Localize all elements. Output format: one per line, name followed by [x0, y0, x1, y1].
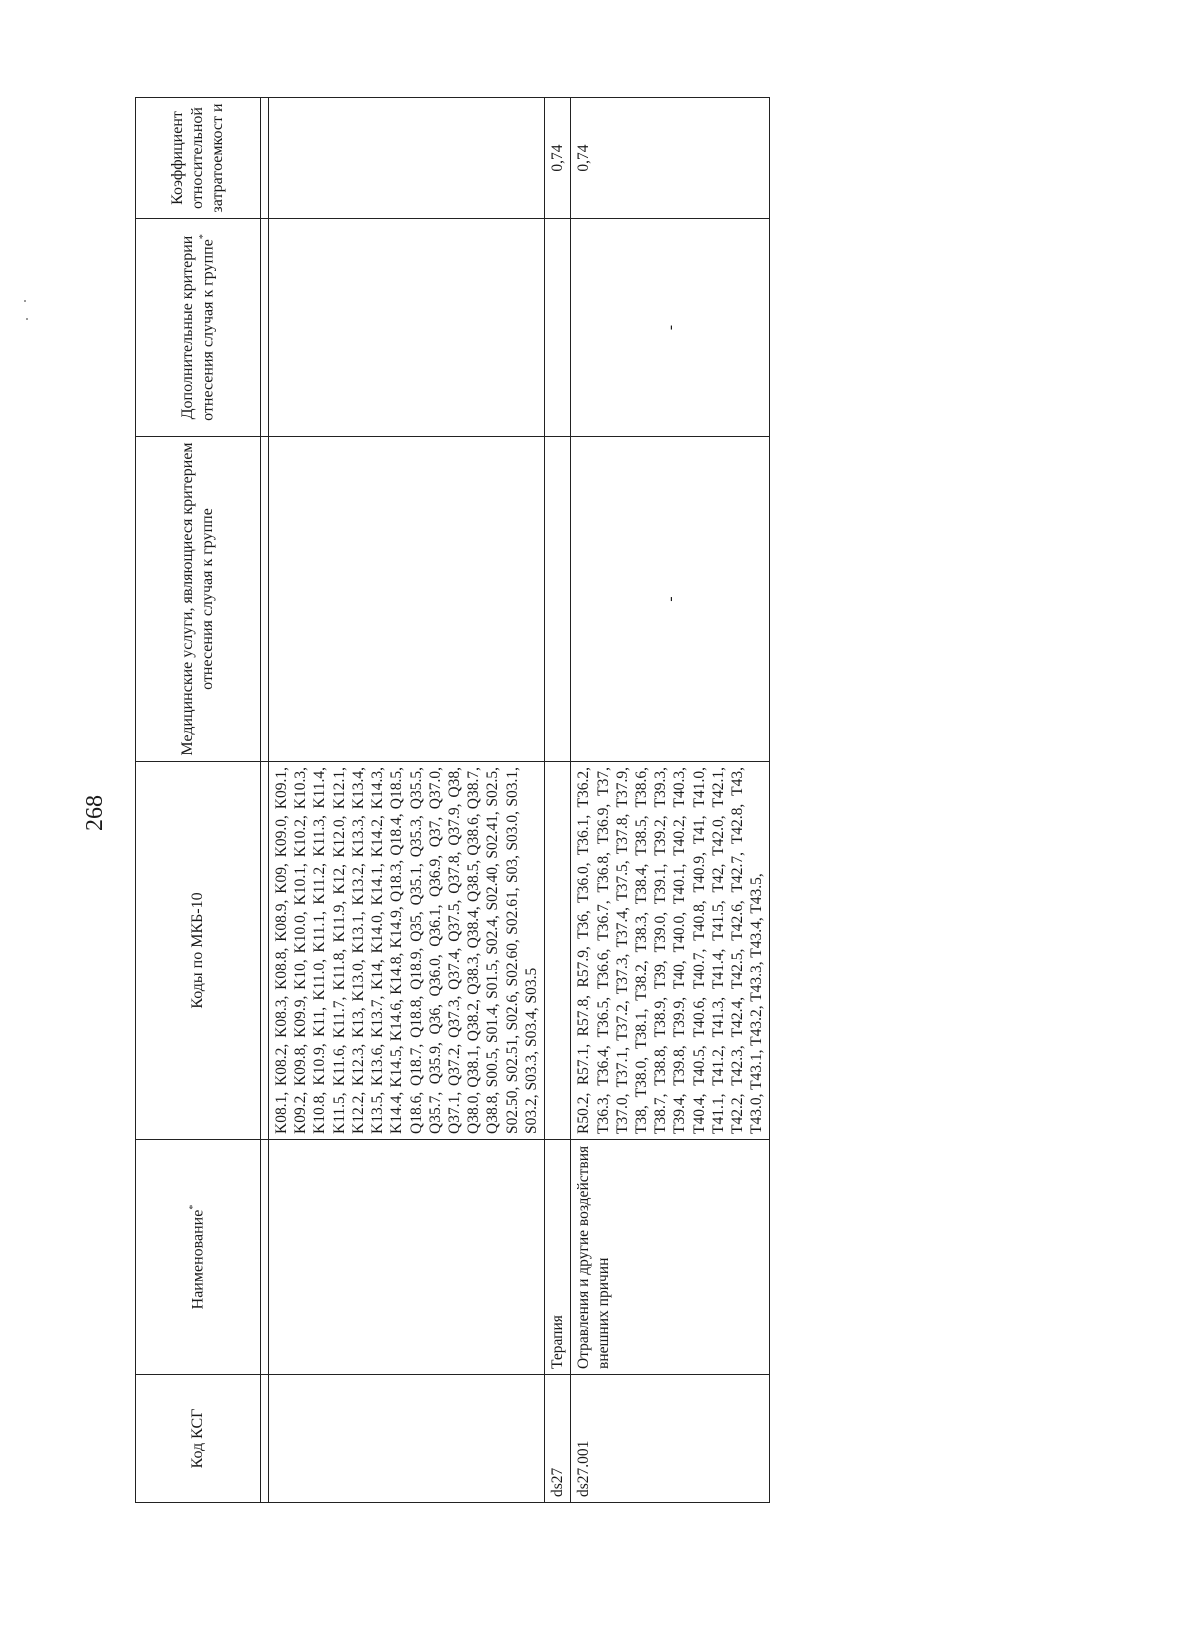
cell-ksg-code: ds27.001	[571, 1375, 770, 1503]
header-name: Наименование*	[136, 1140, 261, 1375]
header-mkb-codes: Коды по МКБ-10	[136, 762, 261, 1140]
header-ksg-code: Код КСГ	[136, 1375, 261, 1503]
cell-coefficient: 0,74	[545, 98, 571, 219]
cell-coefficient	[269, 98, 545, 219]
cell-name: Отравления и другие воздействия внешних причин	[571, 1140, 770, 1375]
cell-extra-criteria	[545, 219, 571, 437]
cell-med-services: -	[571, 437, 770, 762]
scan-speck	[24, 300, 26, 302]
table-row	[545, 98, 571, 1503]
footnote-mark: *	[187, 1204, 199, 1210]
header-row	[136, 98, 261, 1503]
table-row	[571, 98, 770, 1503]
scan-speck	[26, 318, 28, 320]
header-coefficient: Коэффициент относительной затратоемкост и	[136, 98, 261, 219]
ksg-table	[135, 97, 770, 1503]
cell-med-services	[545, 437, 571, 762]
footnote-mark: *	[197, 234, 209, 240]
cell-name: Терапия	[545, 1140, 571, 1375]
cell-med-services	[269, 437, 545, 762]
cell-extra-criteria	[269, 219, 545, 437]
page-number: 268	[82, 795, 108, 831]
cell-ksg-code	[269, 1375, 545, 1503]
spacer-row	[261, 98, 269, 1503]
cell-extra-criteria: -	[571, 219, 770, 437]
table-row	[269, 98, 545, 1503]
header-med-services: Медицинские услуги, являющиеся критерием отнесения случая к группе	[136, 437, 261, 762]
cell-mkb-codes	[545, 762, 571, 1140]
cell-name	[269, 1140, 545, 1375]
cell-coefficient: 0,74	[571, 98, 770, 219]
cell-mkb-codes: K08.1, K08.2, K08.3, K08.8, K08.9, K09, K09.0, K09.1, K09.2, K09.8, K09.9, K10, K10.0, K10.1, K10.2, K10.3, K10.8, K10.9, K11, K11.0, K11.1, K11.2, K11.3, K11.4, K11.5, K11.6, K11.7, K11.8, K11.9, K12, K12.0, K12.1, K12.2, K12.3, K13, K13.0, K13.1, K13.2, K13.3, K13.4, K13.5, K13.6, K13.7, K14, K14.0, K14.1, K14.2, K14.3, K14.4, K14.5, K14.6, K14.8, K14.9, Q18.3, Q18.4, Q18.5, Q18.6, Q18.7, Q18.8, Q18.9, Q35, Q35.1, Q35.3, Q35.5, Q35.7, Q35.9, Q36, Q36.0, Q36.1, Q36.9, Q37, Q37.0, Q37.1, Q37.2, Q37.3, Q37.4, Q37.5, Q37.8, Q37.9, Q38, Q38.0, Q38.1, Q38.2, Q38.3, Q38.4, Q38.5, Q38.6, Q38.7, Q38.8, S00.5, S01.4, S01.5, S02.4, S02.40, S02.41, S02.5, S02.50, S02.51, S02.6, S02.60, S02.61, S03, S03.0, S03.1, S03.2, S03.3, S03.4, S03.5	[269, 762, 545, 1140]
cell-mkb-codes: R50.2, R57.1, R57.8, R57.9, T36, T36.0, T36.1, T36.2, T36.3, T36.4, T36.5, T36.6, T36.7, T36.8, T36.9, T37, T37.0, T37.1, T37.2, T37.3, T37.4, T37.5, T37.8, T37.9, T38, T38.0, T38.1, T38.2, T38.3, T38.4, T38.5, T38.6, T38.7, T38.8, T38.9, T39, T39.0, T39.1, T39.2, T39.3, T39.4, T39.8, T39.9, T40, T40.0, T40.1, T40.2, T40.3, T40.4, T40.5, T40.6, T40.7, T40.8, T40.9, T41, T41.0, T41.1, T41.2, T41.3, T41.4, T41.5, T42, T42.0, T42.1, T42.2, T42.3, T42.4, T42.5, T42.6, T42.7, T42.8, T43, T43.0, T43.1, T43.2, T43.3, T43.4, T43.5,	[571, 762, 770, 1140]
header-extra-criteria: Дополнительные критерии отнесения случая к группе*	[136, 219, 261, 437]
cell-ksg-code: ds27	[545, 1375, 571, 1503]
